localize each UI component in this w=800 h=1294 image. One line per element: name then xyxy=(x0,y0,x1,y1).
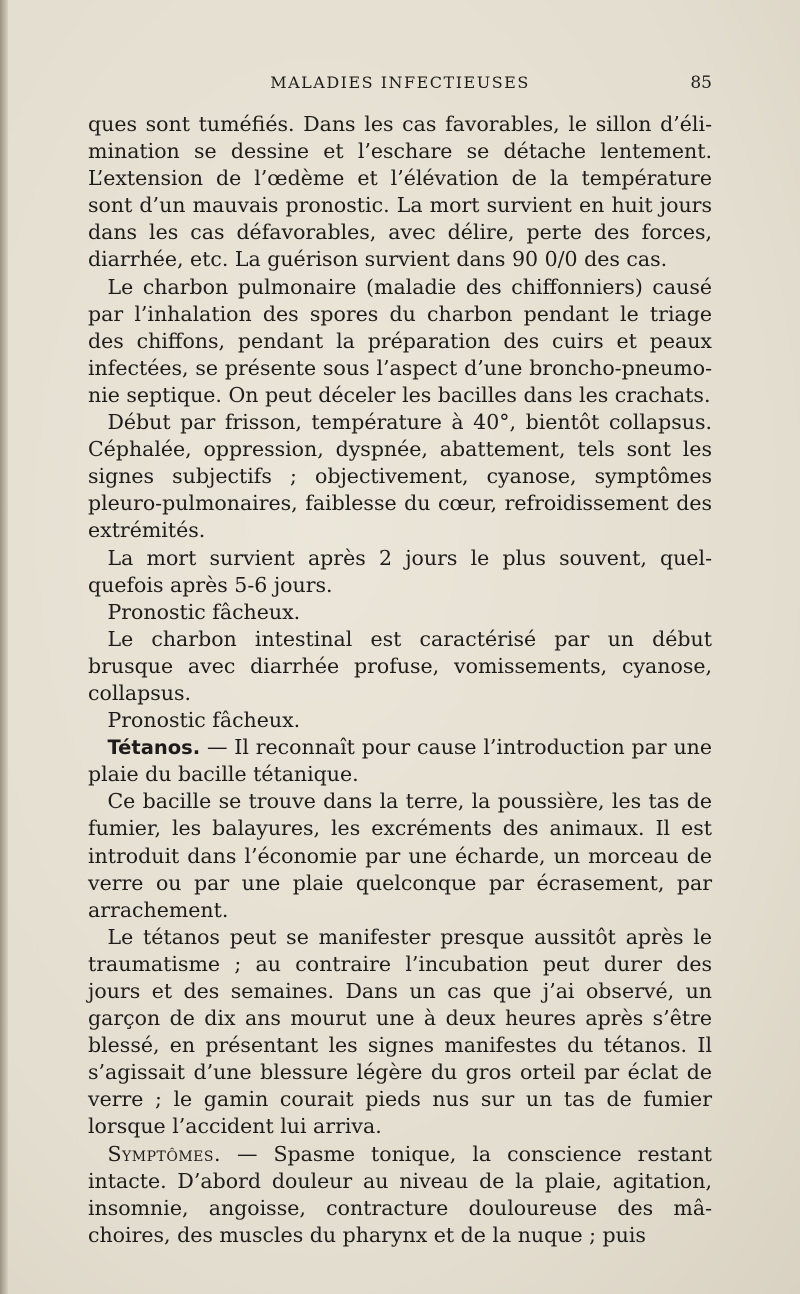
paragraph-debut: Début par frisson, température à 40°, bientôt collapsus. Céphalée, oppression, dyspnée, abattement, tels sont les signes subjectifs ; objectivement, cyanose, symptômes pleuro-pulmonaires, faiblesse du cœur, refroidissement des extrémités. xyxy=(88,410,712,543)
body-text xyxy=(88,111,712,1249)
section-heading-tetanos: Tétanos. xyxy=(107,736,201,760)
paragraph-charbon-intestinal: Le charbon intestinal est caractérisé par un début brusque avec diarrhée profuse, vomissements, cyanose, collapsus. xyxy=(88,626,712,705)
paragraph-charbon-pulmonaire: Le charbon pulmonaire (maladie des chiffonniers) causé par l’inhalation des spores du charbon pendant le triage des chiffons, pendant la préparation des cuirs et peaux infectées, se présente sous l’aspect d’une broncho-pneumonie septique. On peut déceler les bacilles dans les crachats. xyxy=(88,274,712,407)
page-number: 85 xyxy=(690,73,712,93)
paragraph-mort: La mort survient après 2 jours le plus souvent, quelquefois après 5-6 jours. xyxy=(88,545,712,597)
paragraph-pronostic-1: Pronostic fâcheux. xyxy=(107,599,301,624)
paragraph-continuation: ques sont tuméfiés. Dans les cas favorables, le sillon d’élimination se dessine et l’eschare se détache lentement. L’extension de l’œdème et l’élévation de la température sont d’un mauvais pronostic. La mort survient en huit jours dans les cas défavorables, avec délire, perte des forces, diarrhée, etc. La guérison survient dans 90 0/0 des cas. xyxy=(88,112,712,272)
paragraph-symptomes xyxy=(88,1141,712,1249)
page-gutter-shadow xyxy=(0,0,8,1294)
page-header xyxy=(88,71,712,97)
paragraph-manifestation: Le tétanos peut se manifester presque aussitôt après le traumatisme ; au contraire l’incubation peut durer des jours et des semaines. Dans un cas que j’ai observé, un garçon de dix ans mourut une à deux heures après s’être blessé, en présentant les signes manifestes du tétanos. Il s’agissait d’une blessure légère du gros orteil par éclat de verre ; le gamin courait pieds nus sur un tas de fumier lorsque l’accident lui arriva. xyxy=(88,924,712,1139)
section-heading-symptomes: Symptômes. xyxy=(107,1141,221,1166)
paragraph-bacille: Ce bacille se trouve dans la terre, la poussière, les tas de fumier, les balayures, les excréments des animaux. Il est introduit dans l’économie par une écharde, un morceau de verre ou par une plaie quelconque par écrasement, par arrachement. xyxy=(88,789,712,922)
running-head: MALADIES INFECTIEUSES xyxy=(270,73,530,92)
paragraph-tetanos xyxy=(88,734,712,788)
paragraph-tetanos-text: — Il reconnaît pour cause l’introduction par une plaie du bacille tétanique. xyxy=(88,735,712,787)
paragraph-pronostic-2: Pronostic fâcheux. xyxy=(107,708,301,733)
paragraph-symptomes-text: — Spasme tonique, la conscience restant intacte. D’abord douleur au niveau de la plaie, agitation, insomnie, angoisse, contracture douloureuse des mâchoires, des muscles du pharynx et de la nuque ; puis xyxy=(88,1141,712,1247)
